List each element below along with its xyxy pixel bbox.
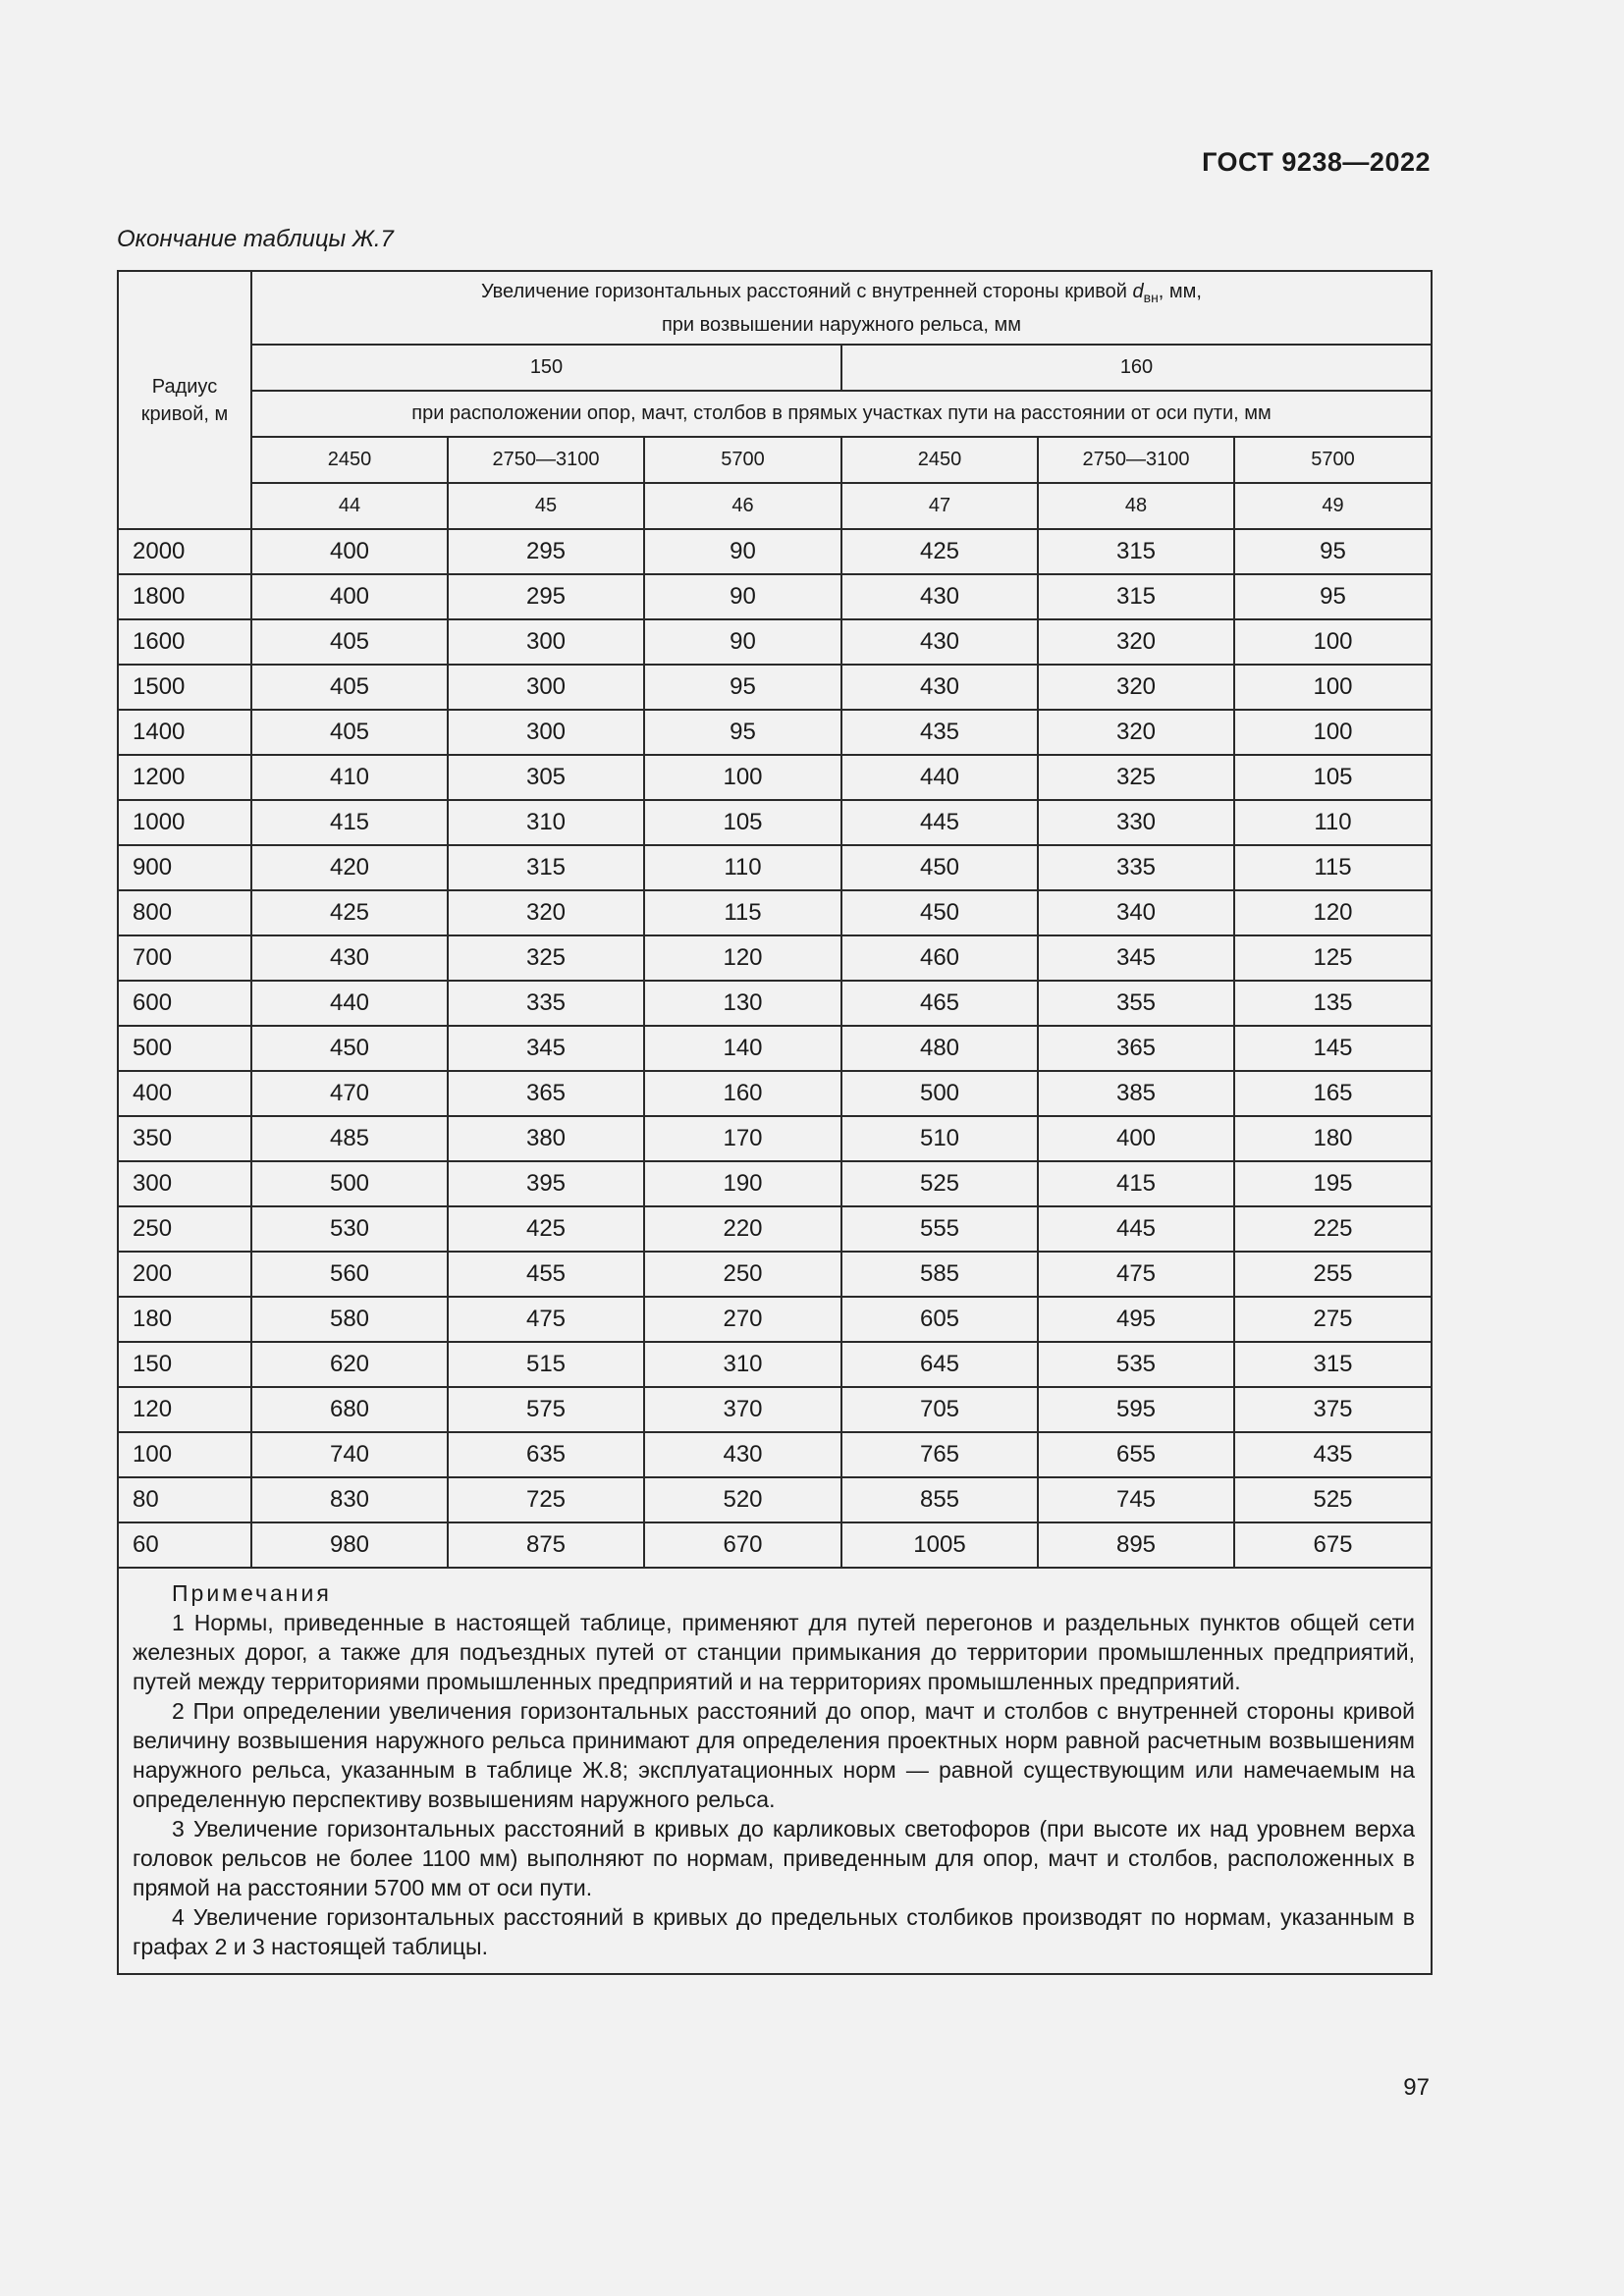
value-cell: 320 xyxy=(1038,665,1234,710)
value-cell: 255 xyxy=(1234,1252,1432,1297)
value-cell: 445 xyxy=(1038,1206,1234,1252)
value-cell: 320 xyxy=(1038,710,1234,755)
value-cell: 705 xyxy=(841,1387,1038,1432)
value-cell: 325 xyxy=(1038,755,1234,800)
value-cell: 345 xyxy=(1038,935,1234,981)
value-cell: 440 xyxy=(841,755,1038,800)
table-row xyxy=(118,1342,1432,1387)
distance-header: 2750—3100 xyxy=(448,437,644,483)
note-1: 1 Нормы, приведенные в настоящей таблице, применяют для путей перегонов и раздельных пунктов общей сети железных дорог, а также для подъездных путей от станции примыкания до территории промышленных предприятий, путей между территориями промышленных предприятий и на территориях промышленных предприятий. xyxy=(133,1610,1415,1694)
radius-cell: 1400 xyxy=(118,710,251,755)
value-cell: 585 xyxy=(841,1252,1038,1297)
value-cell: 165 xyxy=(1234,1071,1432,1116)
top-header-text: Увеличение горизонтальных расстояний с внутренней стороны кривой xyxy=(481,280,1133,302)
value-cell: 1005 xyxy=(841,1522,1038,1568)
value-cell: 340 xyxy=(1038,890,1234,935)
value-cell: 740 xyxy=(251,1432,448,1477)
value-cell: 315 xyxy=(1038,574,1234,619)
notes-cell xyxy=(118,1568,1432,1974)
value-cell: 325 xyxy=(448,935,644,981)
value-cell: 315 xyxy=(448,845,644,890)
table-row xyxy=(118,1387,1432,1432)
value-cell: 300 xyxy=(448,619,644,665)
value-cell: 475 xyxy=(1038,1252,1234,1297)
table-row xyxy=(118,935,1432,981)
data-table xyxy=(117,270,1433,1975)
value-cell: 745 xyxy=(1038,1477,1234,1522)
value-cell: 645 xyxy=(841,1342,1038,1387)
value-cell: 495 xyxy=(1038,1297,1234,1342)
table-row xyxy=(118,1522,1432,1568)
value-cell: 95 xyxy=(1234,574,1432,619)
table-row xyxy=(118,1252,1432,1297)
radius-cell: 2000 xyxy=(118,529,251,574)
value-cell: 120 xyxy=(1234,890,1432,935)
radius-cell: 800 xyxy=(118,890,251,935)
table-row xyxy=(118,845,1432,890)
table-row xyxy=(118,1116,1432,1161)
distance-header: 5700 xyxy=(1234,437,1432,483)
value-cell: 305 xyxy=(448,755,644,800)
table-row xyxy=(118,981,1432,1026)
radius-cell: 700 xyxy=(118,935,251,981)
value-cell: 355 xyxy=(1038,981,1234,1026)
radius-cell: 1200 xyxy=(118,755,251,800)
value-cell: 335 xyxy=(448,981,644,1026)
value-cell: 120 xyxy=(644,935,841,981)
value-cell: 275 xyxy=(1234,1297,1432,1342)
value-cell: 525 xyxy=(841,1161,1038,1206)
radius-cell: 300 xyxy=(118,1161,251,1206)
note-4: 4 Увеличение горизонтальных расстояний в кривых до предельных столбиков производят по нормам, указанным в графах 2 и 3 настоящей таблицы. xyxy=(133,1904,1415,1959)
value-cell: 100 xyxy=(1234,710,1432,755)
value-cell: 320 xyxy=(1038,619,1234,665)
value-cell: 250 xyxy=(644,1252,841,1297)
value-cell: 90 xyxy=(644,574,841,619)
value-cell: 425 xyxy=(448,1206,644,1252)
distance-header: 2750—3100 xyxy=(1038,437,1234,483)
value-cell: 675 xyxy=(1234,1522,1432,1568)
value-cell: 460 xyxy=(841,935,1038,981)
value-cell: 980 xyxy=(251,1522,448,1568)
value-cell: 765 xyxy=(841,1432,1038,1477)
value-cell: 420 xyxy=(251,845,448,890)
value-cell: 195 xyxy=(1234,1161,1432,1206)
value-cell: 480 xyxy=(841,1026,1038,1071)
table-row xyxy=(118,800,1432,845)
value-cell: 435 xyxy=(841,710,1038,755)
value-cell: 100 xyxy=(644,755,841,800)
value-cell: 605 xyxy=(841,1297,1038,1342)
value-cell: 725 xyxy=(448,1477,644,1522)
top-header-var: d xyxy=(1132,280,1144,302)
value-cell: 430 xyxy=(841,574,1038,619)
elevation-150: 150 xyxy=(251,345,841,391)
value-cell: 310 xyxy=(644,1342,841,1387)
value-cell: 100 xyxy=(1234,619,1432,665)
value-cell: 500 xyxy=(841,1071,1038,1116)
table-row xyxy=(118,890,1432,935)
value-cell: 160 xyxy=(644,1071,841,1116)
value-cell: 520 xyxy=(644,1477,841,1522)
table-body xyxy=(118,529,1432,1568)
value-cell: 830 xyxy=(251,1477,448,1522)
radius-cell: 100 xyxy=(118,1432,251,1477)
table-header xyxy=(118,271,1432,529)
value-cell: 365 xyxy=(1038,1026,1234,1071)
value-cell: 90 xyxy=(644,529,841,574)
value-cell: 450 xyxy=(841,890,1038,935)
value-cell: 270 xyxy=(644,1297,841,1342)
value-cell: 875 xyxy=(448,1522,644,1568)
value-cell: 430 xyxy=(251,935,448,981)
value-cell: 555 xyxy=(841,1206,1038,1252)
value-cell: 95 xyxy=(1234,529,1432,574)
value-cell: 110 xyxy=(1234,800,1432,845)
note-2: 2 При определении увеличения горизонтальных расстояний до опор, мачт и столбов с внутренней стороны кривой величину возвышения наружного рельса принимают для определения проектных норм равной расчетным возвышениям наружного рельса, указанным в таблице Ж.8; эксплуатационных норм — равной существующим или намечаемым на определенную перспективу возвышениям наружного рельса. xyxy=(133,1698,1415,1812)
value-cell: 295 xyxy=(448,529,644,574)
value-cell: 125 xyxy=(1234,935,1432,981)
value-cell: 445 xyxy=(841,800,1038,845)
value-cell: 560 xyxy=(251,1252,448,1297)
value-cell: 375 xyxy=(1234,1387,1432,1432)
column-number: 47 xyxy=(841,483,1038,529)
value-cell: 410 xyxy=(251,755,448,800)
value-cell: 855 xyxy=(841,1477,1038,1522)
value-cell: 180 xyxy=(1234,1116,1432,1161)
column-number: 49 xyxy=(1234,483,1432,529)
radius-cell: 500 xyxy=(118,1026,251,1071)
table-row xyxy=(118,665,1432,710)
value-cell: 575 xyxy=(448,1387,644,1432)
value-cell: 465 xyxy=(841,981,1038,1026)
value-cell: 515 xyxy=(448,1342,644,1387)
value-cell: 510 xyxy=(841,1116,1038,1161)
table-row xyxy=(118,1161,1432,1206)
value-cell: 455 xyxy=(448,1252,644,1297)
top-header-line2: при возвышении наружного рельса, мм xyxy=(661,313,1022,336)
value-cell: 170 xyxy=(644,1116,841,1161)
value-cell: 680 xyxy=(251,1387,448,1432)
radius-cell: 120 xyxy=(118,1387,251,1432)
radius-cell: 80 xyxy=(118,1477,251,1522)
value-cell: 400 xyxy=(1038,1116,1234,1161)
radius-cell: 1800 xyxy=(118,574,251,619)
value-cell: 450 xyxy=(251,1026,448,1071)
value-cell: 320 xyxy=(448,890,644,935)
distance-header: 2450 xyxy=(841,437,1038,483)
value-cell: 415 xyxy=(251,800,448,845)
value-cell: 405 xyxy=(251,710,448,755)
value-cell: 335 xyxy=(1038,845,1234,890)
value-cell: 345 xyxy=(448,1026,644,1071)
value-cell: 370 xyxy=(644,1387,841,1432)
value-cell: 225 xyxy=(1234,1206,1432,1252)
table-row xyxy=(118,1432,1432,1477)
value-cell: 365 xyxy=(448,1071,644,1116)
note-3: 3 Увеличение горизонтальных расстояний в кривых до карликовых светофоров (при высоте их над уровнем верха головок рельсов не более 1100 мм) выполняют по нормам, приведенным для опор, мачт и столбов, расположенных в прямой на расстоянии 5700 мм от оси пути. xyxy=(133,1816,1415,1900)
value-cell: 425 xyxy=(251,890,448,935)
value-cell: 295 xyxy=(448,574,644,619)
document-code: ГОСТ 9238—2022 xyxy=(1202,147,1431,177)
value-cell: 315 xyxy=(1038,529,1234,574)
value-cell: 130 xyxy=(644,981,841,1026)
value-cell: 430 xyxy=(841,619,1038,665)
column-number: 45 xyxy=(448,483,644,529)
placement-header: при расположении опор, мачт, столбов в прямых участках пути на расстоянии от оси пути, мм xyxy=(251,391,1432,437)
radius-cell: 600 xyxy=(118,981,251,1026)
table-row xyxy=(118,1026,1432,1071)
value-cell: 535 xyxy=(1038,1342,1234,1387)
radius-cell: 400 xyxy=(118,1071,251,1116)
radius-cell: 350 xyxy=(118,1116,251,1161)
value-cell: 415 xyxy=(1038,1161,1234,1206)
value-cell: 300 xyxy=(448,665,644,710)
value-cell: 310 xyxy=(448,800,644,845)
value-cell: 330 xyxy=(1038,800,1234,845)
value-cell: 500 xyxy=(251,1161,448,1206)
value-cell: 620 xyxy=(251,1342,448,1387)
value-cell: 145 xyxy=(1234,1026,1432,1071)
value-cell: 115 xyxy=(1234,845,1432,890)
table-row xyxy=(118,1297,1432,1342)
value-cell: 110 xyxy=(644,845,841,890)
distance-header: 5700 xyxy=(644,437,841,483)
value-cell: 190 xyxy=(644,1161,841,1206)
column-number: 44 xyxy=(251,483,448,529)
table-row xyxy=(118,1206,1432,1252)
value-cell: 405 xyxy=(251,665,448,710)
value-cell: 95 xyxy=(644,710,841,755)
table-row xyxy=(118,710,1432,755)
value-cell: 475 xyxy=(448,1297,644,1342)
radius-header: Радиус кривой, м xyxy=(118,271,251,529)
value-cell: 670 xyxy=(644,1522,841,1568)
value-cell: 115 xyxy=(644,890,841,935)
value-cell: 440 xyxy=(251,981,448,1026)
page-number: 97 xyxy=(1403,2074,1430,2101)
value-cell: 95 xyxy=(644,665,841,710)
column-number: 46 xyxy=(644,483,841,529)
value-cell: 105 xyxy=(644,800,841,845)
value-cell: 450 xyxy=(841,845,1038,890)
value-cell: 380 xyxy=(448,1116,644,1161)
value-cell: 435 xyxy=(1234,1432,1432,1477)
value-cell: 655 xyxy=(1038,1432,1234,1477)
value-cell: 405 xyxy=(251,619,448,665)
top-header-sub: вн xyxy=(1143,289,1159,305)
radius-cell: 1500 xyxy=(118,665,251,710)
radius-cell: 180 xyxy=(118,1297,251,1342)
table-row xyxy=(118,755,1432,800)
value-cell: 300 xyxy=(448,710,644,755)
radius-cell: 200 xyxy=(118,1252,251,1297)
table-row xyxy=(118,1071,1432,1116)
value-cell: 895 xyxy=(1038,1522,1234,1568)
top-header xyxy=(251,271,1432,345)
value-cell: 90 xyxy=(644,619,841,665)
radius-cell: 250 xyxy=(118,1206,251,1252)
radius-cell: 1000 xyxy=(118,800,251,845)
value-cell: 530 xyxy=(251,1206,448,1252)
table-caption: Окончание таблицы Ж.7 xyxy=(117,226,394,252)
column-number: 48 xyxy=(1038,483,1234,529)
value-cell: 525 xyxy=(1234,1477,1432,1522)
table-row xyxy=(118,1477,1432,1522)
value-cell: 470 xyxy=(251,1071,448,1116)
value-cell: 140 xyxy=(644,1026,841,1071)
value-cell: 580 xyxy=(251,1297,448,1342)
radius-cell: 60 xyxy=(118,1522,251,1568)
value-cell: 485 xyxy=(251,1116,448,1161)
radius-cell: 1600 xyxy=(118,619,251,665)
value-cell: 430 xyxy=(841,665,1038,710)
top-header-suffix: , мм, xyxy=(1158,280,1202,302)
notes-section xyxy=(118,1568,1432,1974)
value-cell: 425 xyxy=(841,529,1038,574)
value-cell: 315 xyxy=(1234,1342,1432,1387)
table-row xyxy=(118,619,1432,665)
table-row xyxy=(118,574,1432,619)
value-cell: 400 xyxy=(251,529,448,574)
value-cell: 100 xyxy=(1234,665,1432,710)
value-cell: 220 xyxy=(644,1206,841,1252)
value-cell: 635 xyxy=(448,1432,644,1477)
radius-cell: 150 xyxy=(118,1342,251,1387)
value-cell: 430 xyxy=(644,1432,841,1477)
value-cell: 395 xyxy=(448,1161,644,1206)
distance-header: 2450 xyxy=(251,437,448,483)
value-cell: 135 xyxy=(1234,981,1432,1026)
value-cell: 595 xyxy=(1038,1387,1234,1432)
value-cell: 400 xyxy=(251,574,448,619)
value-cell: 105 xyxy=(1234,755,1432,800)
table-row xyxy=(118,529,1432,574)
notes-title: Примечания xyxy=(172,1580,332,1606)
elevation-160: 160 xyxy=(841,345,1432,391)
value-cell: 385 xyxy=(1038,1071,1234,1116)
radius-cell: 900 xyxy=(118,845,251,890)
